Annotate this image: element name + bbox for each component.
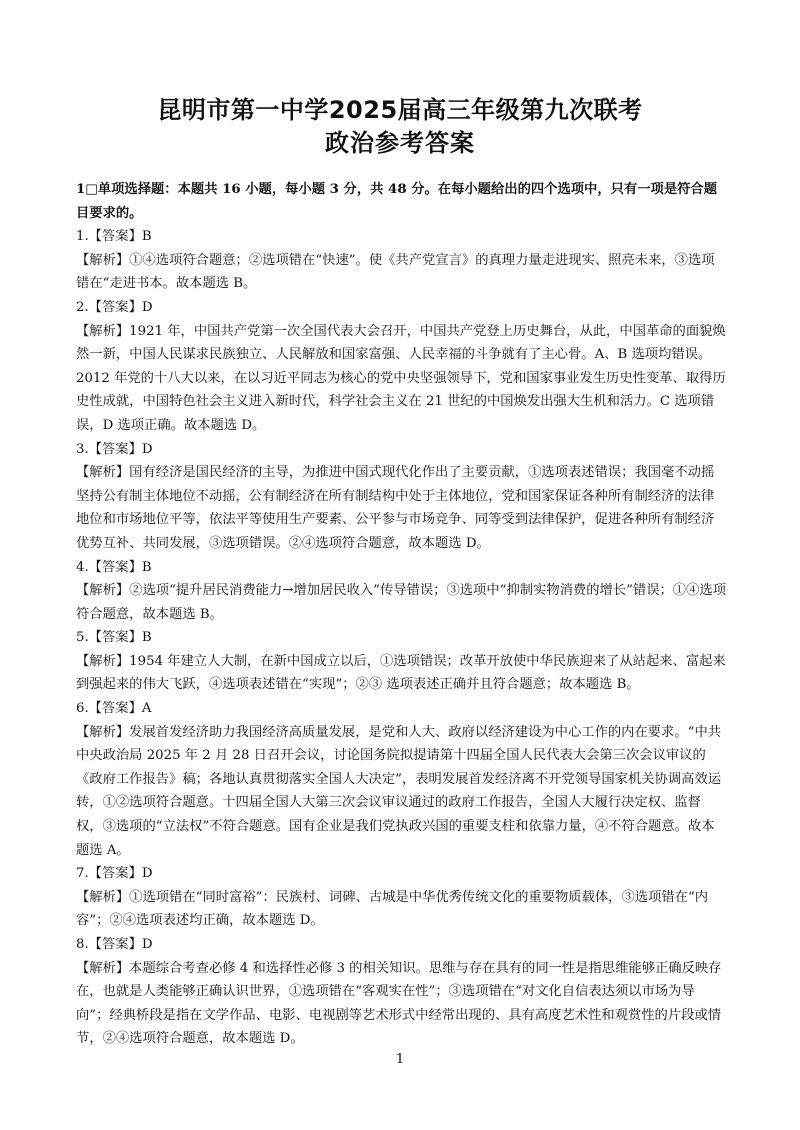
title-block bbox=[0, 94, 800, 160]
question-6-explanation: 【解析】发展首发经济助力我国经济高质量发展，是党和人大、政府以经济建设为中心工作的内在要求。“中共中央政治局 2025 年 2 月 28 日召开会议，讨论国务院拟提请第十四届全国人民代表大会第三次会议审议的《政府工作报告》稿；各地认真贯彻落实全国人大决定”，表明发展首发经济离不开党领导国家机关协调高效运转，①②选项符合题意。十四届全国人大第三次会议审议通过的政府工作报告，全国人大履行决定权、监督权，③选项的“立法权”不符合题意。国有企业是我们党执政兴国的重要支柱和依靠力量，④不符合题意。故本题选 A。 bbox=[76, 724, 722, 858]
document-subtitle: 政治参考答案 bbox=[325, 129, 475, 157]
question-4-answer: 4.【答案】B bbox=[76, 559, 152, 575]
question-1-answer: 1.【答案】B bbox=[76, 229, 152, 245]
question-2-answer: 2.【答案】D bbox=[76, 299, 153, 315]
question-6-answer: 6.【答案】A bbox=[76, 701, 152, 717]
question-4-explanation: 【解析】②选项“提升居民消费能力→增加居民收入”传导错误；③选项中“抑制实物消费的增长”错误；①④选项符合题意，故本题选 B。 bbox=[76, 583, 726, 622]
document-title: 昆明市第一中学2025届高三年级第九次联考 bbox=[157, 96, 643, 124]
question-8-explanation: 【解析】本题综合考查必修 4 和选择性必修 3 的相关知识。思维与存在具有的同一性是指思维能够正确反映存在，也就是人类能够正确认识世界，①选项错在“客观实在性”；③选项错在“对文化自信表达须以市场为导向”；经典桥段是指在文学作品、电影、电视剧等艺术形式中经常出现的、具有高度艺术性和观赏性的片段或情节，②④选项符合题意，故本题选 D。 bbox=[76, 960, 722, 1047]
question-2-explanation: 【解析】1921 年，中国共产党第一次全国代表大会召开，中国共产党登上历史舞台，从此，中国革命的面貌焕然一新，中国人民谋求民族独立、人民解放和国家富强、人民幸福的斗争就有了主心骨。A、B 选项均错误。2012 年党的十八大以来，在以习近平同志为核心的党中央坚强领导下，党和国家事业发生历史性变革、取得历史性成就，中国特色社会主义进入新时代，科学社会主义在 21 世纪的中国焕发出强大生机和活力。C 选项错误，D 选项正确。故本题选 D。 bbox=[76, 323, 726, 433]
question-1-explanation: 【解析】①④选项符合题意；②选项错在“快速”。使《共产党宣言》的真理力量走进现实、照亮未来，③选项错在“走进书本。故本题选 B。 bbox=[76, 252, 715, 292]
question-3-explanation: 【解析】国有经济是国民经济的主导，为推进中国式现代化作出了主要贡献，①选项表述错误；我国毫不动摇坚持公有制主体地位不动摇，公有制经济在所有制结构中处于主体地位，党和国家保证各种所有制经济的法律地位和市场地位平等，依法平等使用生产要素、公平参与市场竞争、同等受到法律保护，促进各种所有制经济优势互补、共同发展，③选项错误。②④选项符合题意，故本题选 D。 bbox=[76, 465, 715, 551]
question-5-explanation: 【解析】1954 年建立人大制，在新中国成立以后，①选项错误；改革开放使中华民族迎来了从站起来、富起来到强起来的伟大飞跃，④选项表述错在“实现”；②③ 选项表述正确并且符合题意；故本题选 B。 bbox=[76, 653, 726, 693]
page-number: 1 bbox=[395, 1052, 405, 1067]
question-5-answer: 5.【答案】B bbox=[76, 630, 152, 646]
answer-content bbox=[76, 178, 726, 1051]
section-intro: 1□单项选择题：本题共 16 小题，每小题 3 分，共 48 分。在每小题给出的四个选项中，只有一项是符合题目要求的。 bbox=[76, 182, 718, 221]
question-7-answer: 7.【答案】D bbox=[76, 866, 153, 882]
question-7-explanation: 【解析】①选项错在“同时富裕”：民族村、词碑、古城是中华优秀传统文化的重要物质载体，③选项错在“内容”；②④选项表述均正确，故本题选 D。 bbox=[76, 889, 709, 929]
question-3-answer: 3.【答案】D bbox=[76, 441, 153, 457]
question-8-answer: 8.【答案】D bbox=[76, 937, 153, 952]
